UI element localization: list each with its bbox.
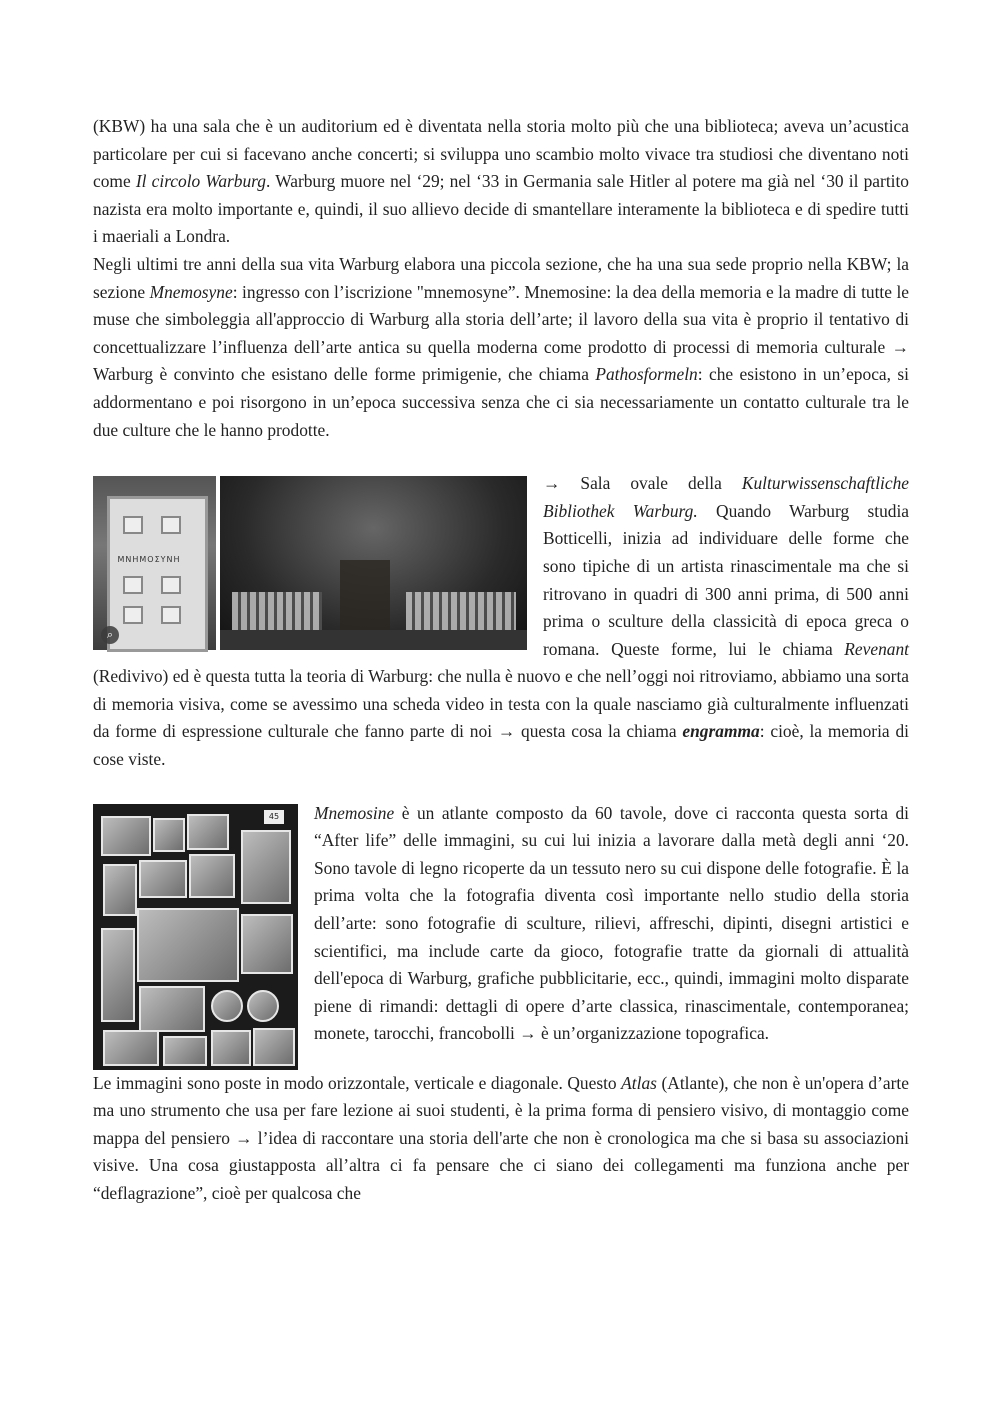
- paragraph-mnemosine-atlas: Mnemosine è un atlante composto da 60 tavole, dove ci racconta questa sorta di “After life” delle immagini, su cui lui inizia a lavorare dalla metà degli anni ‘20. Sono tavole di legno ricoperte da un tessuto nero su cui dispone delle fotografie. È la prima volta che la fotografia diventa così importante nello studio della storia dell’arte: sono fotografie di sculture, rilievi, affreschi, dipinti, disegni artistici e scientifici, ma include carte da gioco, fotografie tratte da giornali di attualità dell'epoca di Warburg, grafiche pubblicitarie, ecc., quindi, immagini molto disparate piene di rimandi: dettagli di opere d’arte classica, rinascimentale, contemporanea; monete, tarocchi, francobolli → è un’organizzazione topografica.: [314, 802, 909, 1044]
- paragraph-mnemosyne-section: Negli ultimi tre anni della sua vita Warburg elabora una piccola sezione, che ha una sua sede proprio nella KBW; la sezione Mnemosyne: ingresso con l’iscrizione "mnemosyne”. Mnemosine: la dea della memoria e la madre di tutte le muse che simboleggia all'approccio di Warburg alla storia dell’arte; il lavoro della sua vita è proprio il tentativo di concettualizzare l’influenza dell’arte antica su quella moderna come prodotto di processi di memoria culturale → Warburg è convinto che esistano delle forme primigenie, che chiama Pathosformeln: che esistono in un’epoca, si addormentano e poi risorgono in un’epoca successiva senza che ci sia necessariamente un contatto culturale tra le due culture che le hanno prodotte.: [93, 253, 909, 440]
- paragraph-atlas-visual-thinking: Le immagini sono poste in modo orizzontale, verticale e diagonale. Questo Atlas (Atlante), che non è un'opera d’arte ma uno strumento che usa per fare lezione ai suoi studenti, è la prima forma di pensiero visivo, di montaggio come mappa del pensiero → l’idea di raccontare una storia dell'arte che non è cronologica ma che si basa su associazioni visive. Una cosa giustapposta all’altra ci fa pensare che ci siano dei collegamenti ma funziona anche per “deflagrazione”, cioè per qualcosa che: [93, 1072, 909, 1204]
- mnemosyne-door-photo: [93, 476, 216, 650]
- panel-number: 45: [264, 810, 284, 824]
- figure-atlas-panel: [93, 804, 298, 1070]
- paragraph-oval-room-revenant: → Sala ovale della Kulturwissenschaftliche Bibliothek Warburg. Quando Warburg studia Botticelli, inizia ad individuare delle forme che sono tipiche di un artista rinascimentale ma che si ritrovano in quadri di 300 anni prima, di 500 anni prima o sculture della classicità di epoca greca o romana. Queste forme, lui le chiama Revenant (Redivivo) ed è questa tutta la teoria di Warburg: che nulla è nuovo e che nell’oggi noi ritroviamo, abbiamo una sorta di memoria visiva, come se avessimo una scheda video in testa con la quale nasciamo già culturalmente influenzati da forme di espressione culturale che fanno parte di noi → questa cosa la chiama engramma: cioè, la memoria di cose viste.: [93, 473, 910, 770]
- figure-kbw-photos: [93, 476, 527, 650]
- oval-reading-room-photo: [220, 476, 527, 650]
- door-inscription: ΜΝΗΜΟΣΥΝΗ: [117, 555, 181, 565]
- paragraph-kbw-auditorium: (KBW) ha una sala che è un auditorium ed è diventata nella storia molto più che una biblioteca; aveva un’acustica particolare per cui si facevano anche concerti; si sviluppa uno scambio molto vivace tra studiosi che diventano noti come Il circolo Warburg. Warburg muore nel ‘29; nel ‘33 in Germania sale Hitler al potere ma già nel ‘30 il partito nazista era molto importante e, quindi, il suo allievo decide di smantellare interamente la biblioteca e di spedire tutti i maeriali a Londra.: [93, 116, 910, 247]
- lens-icon[interactable]: ⌕: [101, 626, 119, 644]
- document-page: [93, 113, 909, 1208]
